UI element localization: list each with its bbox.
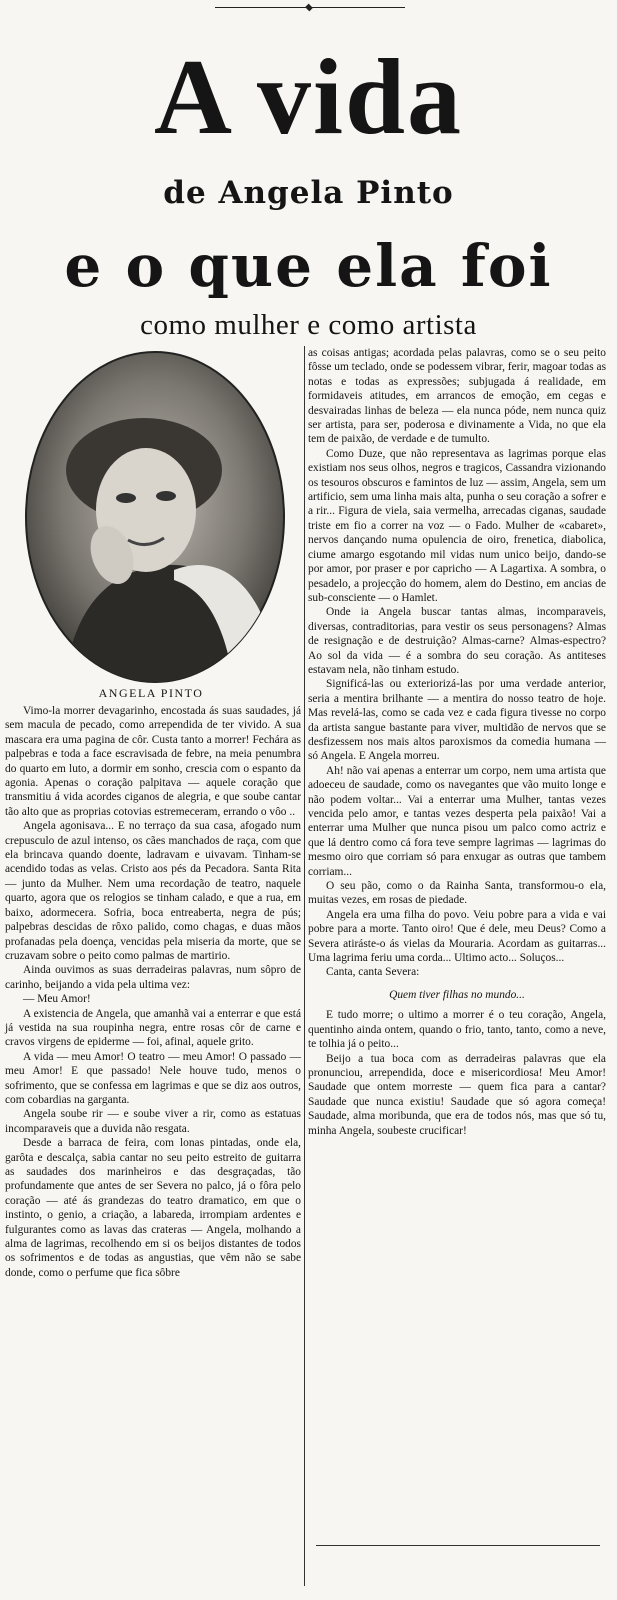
- paragraph: Desde a barraca de feira, com lonas pintadas, onde ela, garôta e descalça, sabia cantar no seu peito estreito de guitarra as saudades dos marinheiros e das desgraçadas, tão profundamente que antes de ser Severa no palco, já o fôra pelo coração — até ás grandezas do teatro dramatico, em que o instinto, o genio, a criação, a labareda, irrompiam ardentes e fulgurantes como as lavas das crateras — Angela, molhando a alma de lagrimas, recolhendo em si os beijos distantes de todos os sofrimentos e de todas as angustias, que vêm não se sabe donde, como o perfume que fica sôbre: [5, 1137, 301, 1279]
- headline-subtitle: como mulher e como artista: [140, 309, 477, 341]
- paragraph: E tudo morre; o ultimo a morrer é o teu coração, Angela, quentinho ainda ontem, quando o frio, tanto, tanto, como a neve, te tolhia já o peito...: [308, 1009, 606, 1051]
- headline-question: e o que ela foi: [64, 232, 553, 300]
- paragraph: Beijo a tua boca com as derradeiras palavras que ela pronunciou, arrependida, doce e misericordiosa! Meu Amor! Saudade que ontem morreste — quem fica para a cantar? Saudade que nunca existiu! Saudade que só agora começa! Saudade, alma moribunda, que era de todos nós, mas que só tu, minha Angela, soubeste crucificar!: [308, 1052, 606, 1137]
- paragraph: Angela agonisava... E no terraço da sua casa, afogado num crepusculo de azul intenso, os cães manchados de raça, com que ela brincava quando doente, ladravam e uivavam. Tinham-se acendido todas as velas. Cristo aos pés da Pecadora. Santa Rita — junto da Mulher. Nem uma recordação de teatro, naquele quarto, agora que os relogios se tinham calado, e que a rua, em baixo, adormecera. Sofria, boca entreaberta, negra de pús; palpebras descidas de rôxo palido, como chagas, e duas mãos profanadas pela doença, vencidas pela miseria da morte, que se cruzavam sobre o peito como palmas de martirio.: [5, 820, 301, 962]
- portrait-caption: ANGELA PINTO: [98, 686, 204, 700]
- paragraph: Vimo-la morrer devagarinho, encostada ás suas saudades, já sem macula de pecado, como arrependida de ter vivido. A sua mascara era uma pagina de côr. Custa tanto a morrer! Fechára as palpebras e toda a face escravisada de febre, na meia penumbra do quarto em luto, a dormir em sonho, crescia com o espanto da agonia. Apenas o coração palpitava — aquele coração que transmitiu á vida acordes ciganos de alegria, e que soube cantar tão alto que as proprias cotovias estremeceram, errando o vôo ..: [5, 705, 301, 818]
- paragraph: as coisas antigas; acordada pelas palavras, como se o seu peito fôsse um teclado, onde se podessem vibrar, ferir, magoar todas as notas e todas as expressões; subjugada á realidade, em formidaveis atitudes, em arrancos de emoção, em cegas e desvairadas linhas de beleza — ela nunca póde, nem nunca quiz ser artista, para ser, poderosa e divinamente a Vida, no que ela tem de paixão, de verdade e de tumulto.: [308, 347, 606, 446]
- paragraph: — Meu Amor!: [23, 993, 91, 1006]
- paragraph: A existencia de Angela, que amanhã vai a enterrar e que está já vestida na sua roupinha negra, entre rosas côr de carne e cravos virgens de epiderme — foi, afinal, aquele grito.: [5, 1007, 301, 1049]
- paragraph: Significá-las ou exteriorizá-las por uma verdade anterior, seria a mentira brilhante — a mentira do nosso teatro de hoje. Mas revelá-las, como se cada vez e cada figura tivesse no corpo da artista sangue bastante para viver, multidão de nervos que se desfizessem nos mais altos paroxismos da comedia humana — só Angela. E Angela morreu.: [308, 678, 606, 763]
- paragraph: Angela soube rir — e soube viver a rir, como as estatuas incomparaveis que a duvida não resgata.: [5, 1108, 301, 1135]
- column-divider: [304, 346, 305, 1586]
- paragraph: A vida — meu Amor! O teatro — meu Amor! O passado — meu Amor! E que passado! Nele houve tudo, menos o sofrimento, que se confessa em lagrimas e que se diz aos outros, com cobardias na garganta.: [5, 1050, 301, 1106]
- paragraph: Como Duze, que não representava as lagrimas porque elas existiam nos seus olhos, negros e tragicos, Cassandra vizionando os tesouros obscuros e famintos de luz — assim, Angela, sem um artificio, sem uma linha mais alta, punha o seu coração a sofrer e a rir... Figura de viela, saia vermelha, arrecadas ciganas, saudade triste em fio a correr na voz — o Fado. Mulher de «cabaret», nervos dançando numa opulencia de oiro, frenetica, diabolica, ciume amargo esgotando mil vidas num unico beijo, dando-se por amor, por praser e por capricho — A Lagartixa. A sombra, o pesadelo, a projecção do homem, alem do Destino, em ancias de sub-consciente — o Hamlet.: [308, 447, 606, 604]
- article-column-left: [5, 704, 301, 1280]
- closing-rule: [316, 1545, 600, 1546]
- top-ornament-diamond: [305, 4, 313, 12]
- paragraph: O seu pão, como o da Rainha Santa, transformou-o ela, muitas vezes, em rosas de piedade.: [308, 880, 606, 907]
- headline-subject: de Angela Pinto: [163, 175, 454, 211]
- paragraph: Angela era uma filha do povo. Veiu pobre para a vida e vai pobre para a morte. Tanto oiro! Que é dele, meu Deus? Como a Severa atiráste-o ás vielas da Mouraria. Acordam as guitarras... Uma lagrima feriu uma corda... Ultimo acto... Soluços...: [308, 908, 606, 965]
- song-verse: Quem tiver filhas no mundo...: [389, 988, 525, 1001]
- paragraph: Ah! não vai apenas a enterrar um corpo, nem uma artista que adoeceu de saudade, como os navegantes que vão muito longe e não podem voltar... Vai a enterrar uma Mulher, tantas vezes vencida pelo amor, e tantas vezes desperta pela paixão! Vai a enterrar uma Mulher que nunca pisou um palco como actriz e que lá dentro como cá fora teve sempre lagrimas — lagrimas do mesmo oiro que corriam só para enxugar as outras que tambem corriam...: [308, 764, 606, 878]
- paragraph: Canta, canta Severa:: [326, 966, 420, 979]
- article-column-right: [308, 346, 606, 1138]
- paragraph: Ainda ouvimos as suas derradeiras palavras, num sôpro de carinho, beijando a vida pela ultima vez:: [5, 964, 301, 991]
- headline-title: A vida: [153, 38, 464, 157]
- paragraph: Onde ia Angela buscar tantas almas, incomparaveis, diversas, contraditorias, para vestir os seus personagens? Almas de resignação e de destruição? Almas-carne? Almas-espectro? Ao sol da vida — é a sombra do seu coração. As antiteses estavam nela, não tinham estudo.: [308, 606, 606, 676]
- portrait-photo: [24, 350, 286, 684]
